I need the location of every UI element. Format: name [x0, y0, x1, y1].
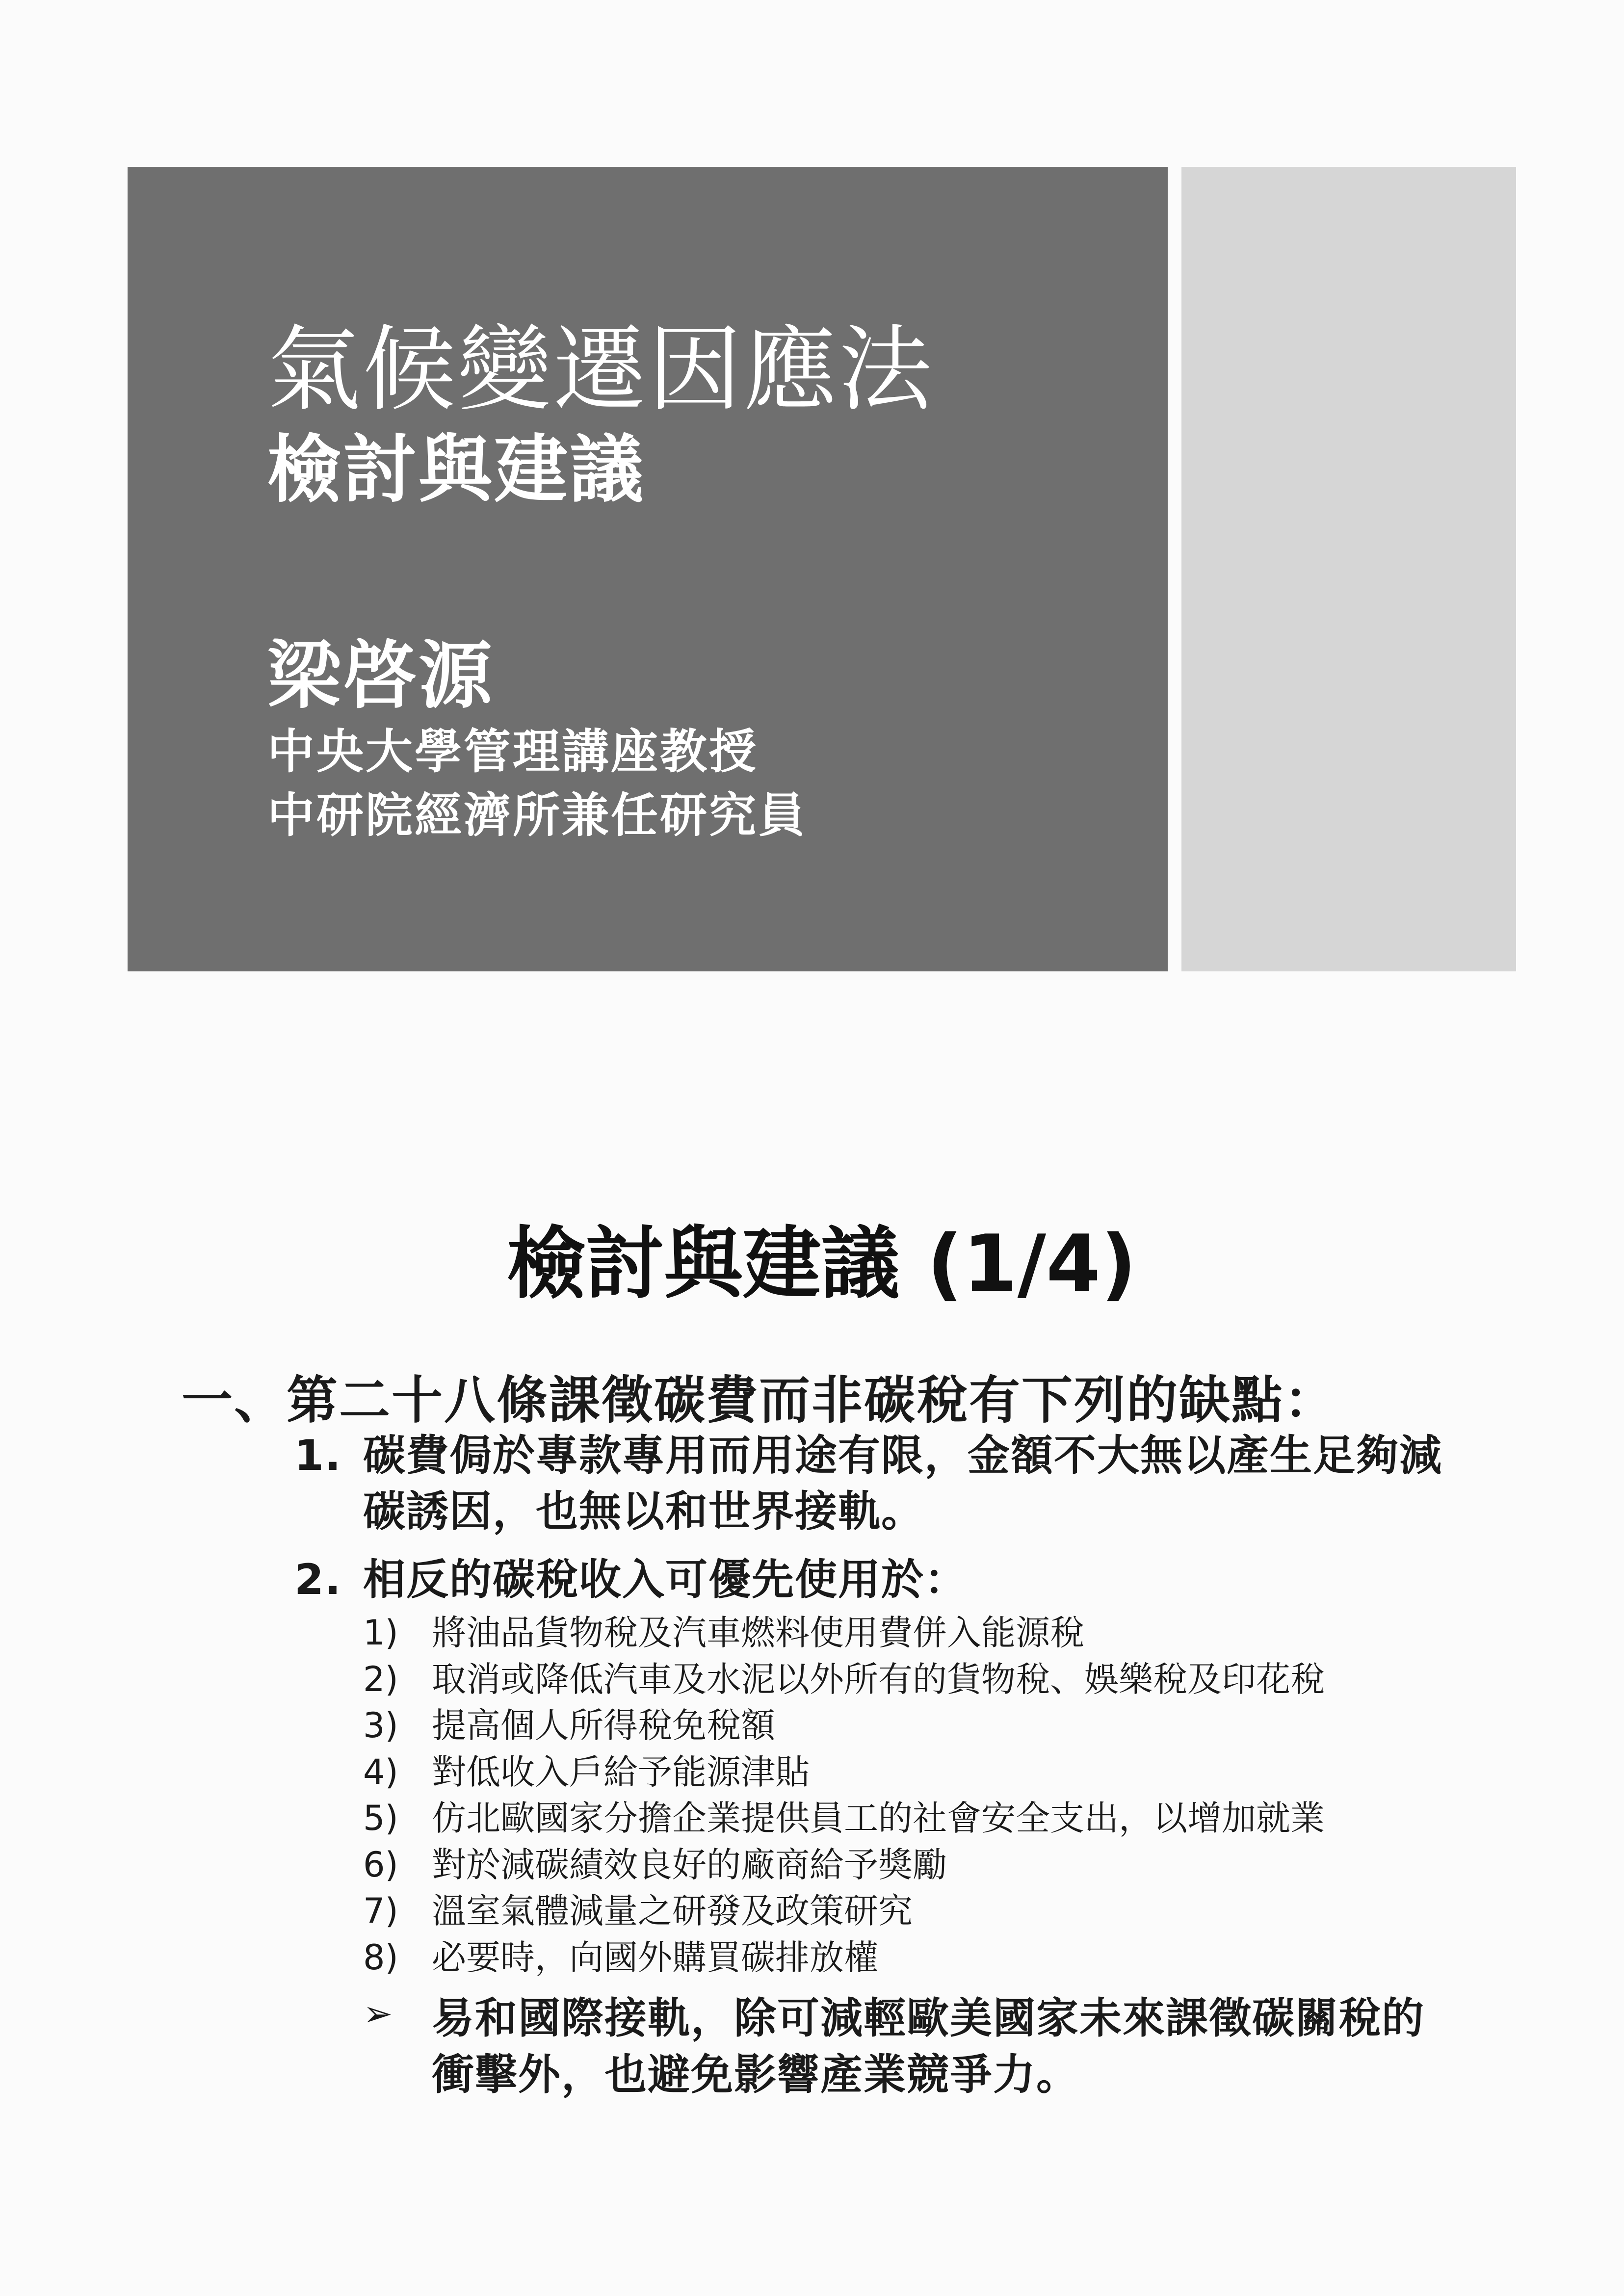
numbered-list [294, 1428, 1472, 2103]
slide-title: 氣候變遷因應法 [267, 315, 934, 424]
content-slide [128, 1217, 1516, 2100]
conclusion-item [363, 1990, 1462, 2103]
slide-subtitle: 檢討與建議 [267, 427, 646, 513]
sub-item-text: 將油品貨物稅及汽車燃料使用費併入能源稅 [432, 1613, 1084, 1653]
conclusion-text: 易和國際接軌，除可減輕歐美國家未來課徵碳關稅的衝擊外，也避免影響產業競爭力。 [432, 1994, 1425, 2099]
list-item-text: 碳費侷於專款專用而用途有限，金額不大無以產生足夠減碳誘因，也無以和世界接軌。 [363, 1431, 1442, 1537]
sub-list-item [363, 1610, 1472, 1656]
sub-list-item [363, 1656, 1472, 1703]
sub-item-text: 對於減碳績效良好的廠商給予獎勵 [432, 1844, 947, 1885]
title-slide-side-panel [1181, 167, 1516, 971]
sub-item-number: 2) [363, 1659, 398, 1699]
list-item [294, 1428, 1472, 1540]
main-point: 一、第二十八條課徵碳費而非碳稅有下列的缺點： [182, 1370, 1337, 1430]
sub-item-text: 提高個人所得稅免稅額 [432, 1705, 775, 1746]
list-item-text: 相反的碳稅收入可優先使用於： [363, 1555, 968, 1604]
sub-list-item [363, 1888, 1472, 1934]
author-affiliation: 中研院經濟所兼任研究員 [267, 787, 807, 843]
sub-list-item [363, 1934, 1472, 1981]
sub-list-item [363, 1749, 1472, 1796]
sub-item-text: 仿北歐國家分擔企業提供員工的社會安全支出，以增加就業 [432, 1798, 1325, 1839]
sub-item-number: 8) [363, 1937, 398, 1978]
sub-list-item [363, 1795, 1472, 1842]
sub-list-item [363, 1702, 1472, 1749]
list-item-number: 1. [294, 1431, 342, 1480]
sub-item-number: 1) [363, 1613, 398, 1653]
sub-item-text: 對低收入戶給予能源津貼 [432, 1751, 810, 1792]
sub-item-number: 6) [363, 1844, 398, 1885]
arrow-bullet-icon: ➢ [363, 1993, 394, 2035]
title-slide-text [267, 314, 934, 847]
sub-item-text: 取消或降低汽車及水泥以外所有的貨物稅、娛樂稅及印花稅 [432, 1659, 1325, 1699]
title-slide [128, 167, 1516, 971]
sub-list [363, 1610, 1472, 1981]
content-slide-title: 檢討與建議 (1/4) [507, 1218, 1137, 1309]
list-item-number: 2. [294, 1555, 342, 1604]
list-item [294, 1552, 1472, 1608]
sub-item-number: 4) [363, 1751, 398, 1792]
sub-item-number: 5) [363, 1798, 398, 1839]
sub-item-text: 必要時，向國外購買碳排放權 [432, 1937, 878, 1978]
sub-item-text: 溫室氣體減量之研發及政策研究 [432, 1891, 913, 1931]
sub-item-number: 3) [363, 1705, 398, 1746]
sub-item-number: 7) [363, 1891, 398, 1931]
sub-list-item [363, 1842, 1472, 1888]
author-name: 梁啓源 [267, 633, 495, 719]
author-affiliation: 中央大學管理講座教授 [267, 724, 758, 779]
